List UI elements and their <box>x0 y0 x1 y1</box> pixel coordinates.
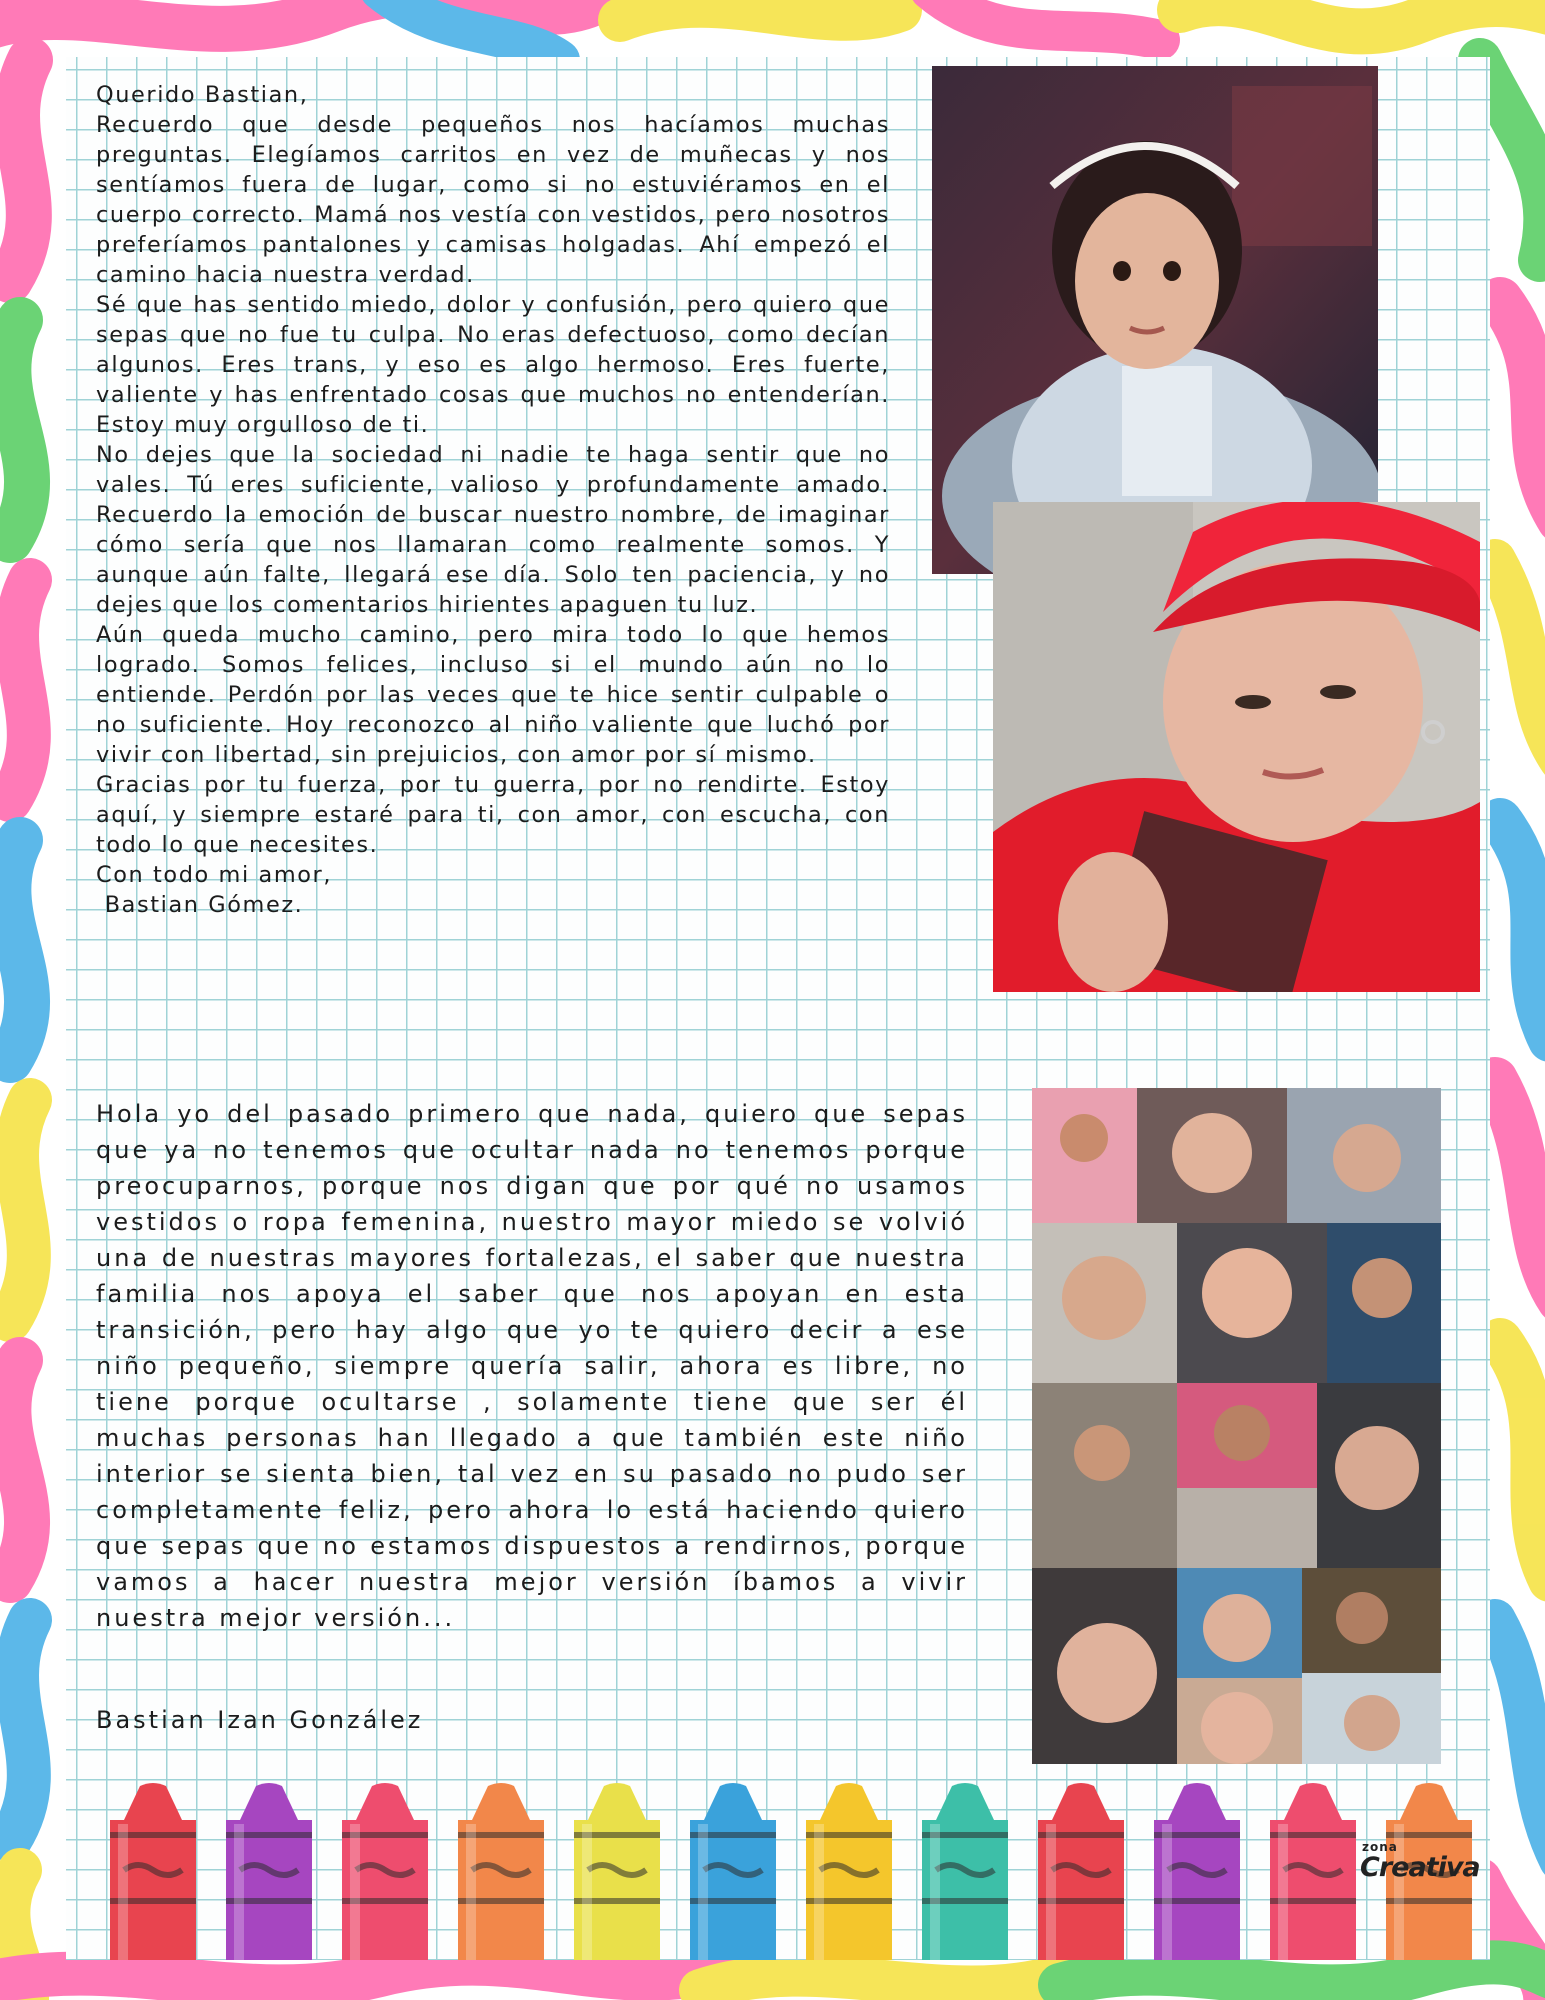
crayon <box>574 1783 660 1960</box>
crayon-border <box>66 1780 1490 1960</box>
letter-greeting: Querido Bastian, <box>96 82 309 108</box>
crayon <box>458 1783 544 1960</box>
letter-paragraph: Gracias por tu fuerza, por tu guerra, por no rendirte. Estoy aquí, y siempre estaré para ti, con amor, con escucha, con todo lo que necesites. <box>96 772 890 858</box>
crayon <box>806 1783 892 1960</box>
childhood-photo <box>932 66 1378 574</box>
recent-selfie-photo <box>993 502 1480 992</box>
zona-creativa-logo <box>1360 1840 1486 1900</box>
letter-signature: Bastian Gómez. <box>96 892 304 918</box>
letter-closing: Con todo mi amor, <box>96 862 333 888</box>
letter-paragraph: Sé que has sentido miedo, dolor y confusión, pero quiero que sepas que no fue tu culpa. No eras defectuoso, como decían algunos. Eres trans, y eso es algo hermoso. Eres fuerte, valiente y has enfrentado cosas que muchos no entenderían. Estoy muy orgulloso de ti. <box>96 292 890 438</box>
crayon <box>342 1783 428 1960</box>
crayon <box>226 1783 312 1960</box>
logo-main-text: Creativa <box>1360 1852 1480 1883</box>
letter-from-present-self: Hola yo del pasado primero que nada, quiero que sepas que ya no tenemos que ocultar nada no tenemos porque preocuparnos, porque nos digan que por qué no usamos vestidos o ropa femenina, nuestro mayor miedo se volvió una de nuestras mayores fortalezas, el saber que nuestra familia nos apoya el saber que nos apoyan en esta transición, pero hay algo que yo te quiero decir a ese niño pequeño, siempre quería salir, ahora es libre, no tiene porque ocultarse , solamente tiene que ser él muchas personas han llegado a que también este niño interior se sienta bien, tal vez en su pasado no pudo ser completamente feliz, pero ahora lo está haciendo quiero que sepas que no estamos dispuestos a rendirnos, porque vamos a hacer nuestra mejor versión íbamos a vivir nuestra mejor versión... <box>96 1100 968 1632</box>
logo-top-text: zona <box>1362 1840 1398 1854</box>
crayon <box>690 1783 776 1960</box>
letter-to-past-self <box>96 80 890 920</box>
letter-two-signature: Bastian Izan González <box>96 1706 424 1734</box>
letter-paragraph: No dejes que la sociedad ni nadie te haga sentir que no vales. Tú eres suficiente, valioso y profundamente amado. Recuerdo la emoción de buscar nuestro nombre, de imaginar cómo sería que nos llamaran como realmente somos. Y aunque aún falte, llegará ese día. Solo ten paciencia, y no dejes que los comentarios hirientes apaguen tu luz. <box>96 442 890 618</box>
crayon <box>1270 1783 1356 1960</box>
crayon <box>1154 1783 1240 1960</box>
letter-paragraph: Aún queda mucho camino, pero mira todo lo que hemos logrado. Somos felices, incluso si el mundo aún no lo entiende. Perdón por las veces que te hice sentir culpable o no suficiente. Hoy reconozco al niño valiente que luchó por vivir con libertad, sin prejuicios, con amor por sí mismo. <box>96 622 890 768</box>
crayon <box>110 1783 196 1960</box>
crayon <box>922 1783 1008 1960</box>
photo-collage <box>1032 1088 1441 1764</box>
letter-paragraph: Recuerdo que desde pequeños nos hacíamos muchas preguntas. Elegíamos carritos en vez de muñecas y nos sentíamos fuera de lugar, como si no estuviéramos en el cuerpo correcto. Mamá nos vestía con vestidos, pero nosotros preferíamos pantalones y camisas holgadas. Ahí empezó el camino hacia nuestra verdad. <box>96 112 890 288</box>
crayon <box>1038 1783 1124 1960</box>
